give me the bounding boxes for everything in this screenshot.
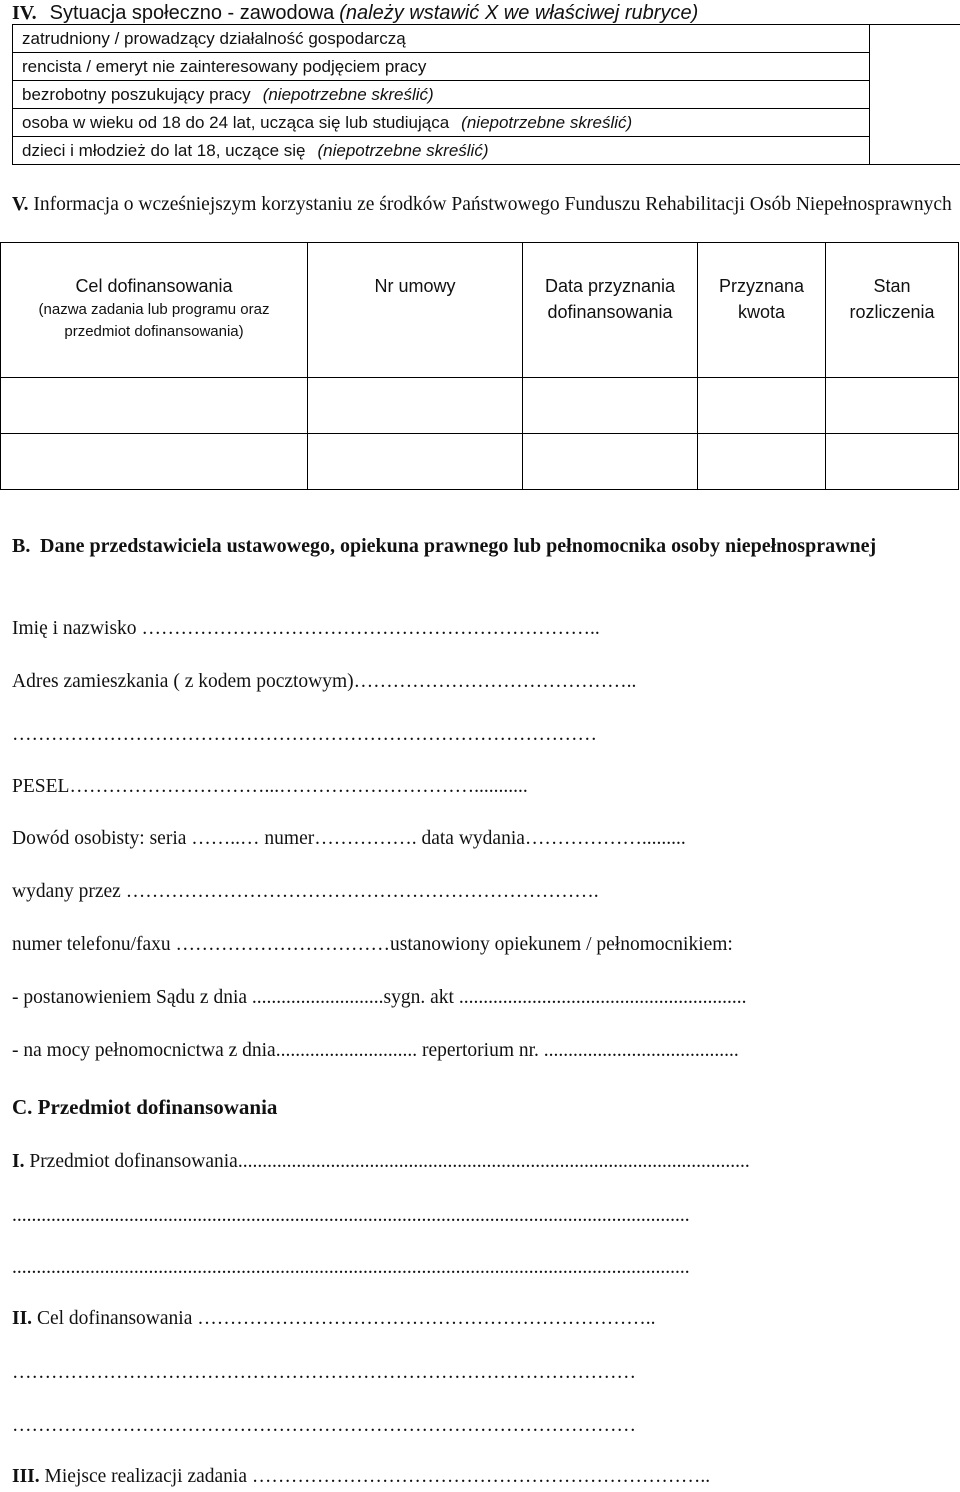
funding-subject-field-line-3[interactable]: ........................................................................................................................................... (12, 1257, 690, 1278)
funding-subject-row (12, 1149, 750, 1175)
section-b-number: B. (12, 535, 31, 557)
table-cell[interactable] (826, 434, 959, 490)
pesel-field[interactable]: …………………………...…………………………........... (69, 776, 528, 797)
funding-purpose-field-line-3[interactable]: …………………………………………………………………………………… (12, 1415, 636, 1436)
name-row (12, 616, 600, 642)
prior-funding-table (0, 242, 959, 490)
table-row (13, 137, 960, 165)
section-iv-title: Sytuacja społeczno - zawodowa (49, 2, 335, 24)
section-c-heading (12, 1093, 277, 1121)
section-v-title: Informacja o wcześniejszym korzystaniu ze środków Państwowego Funduszu Rehabilitacji Osób Niepełnosprawnych (33, 194, 952, 215)
table-row (13, 25, 960, 53)
table-row (1, 378, 959, 434)
funding-purpose-field-line-2[interactable]: …………………………………………………………………………………… (12, 1362, 636, 1383)
section-iv-number: IV. (12, 2, 37, 24)
table-row (13, 53, 960, 81)
task-location-row (12, 1464, 710, 1490)
header-contract-number: Nr umowy (308, 243, 523, 378)
id-numer-label: numer (264, 828, 315, 849)
employment-status-table (12, 24, 960, 165)
pesel-label: PESEL (12, 776, 70, 797)
table-cell[interactable] (523, 434, 698, 490)
status-label: osoba w wieku od 18 do 24 lat, ucząca się lub studiująca (niepotrzebne skreślić) (13, 109, 870, 137)
section-v-heading (12, 191, 956, 218)
table-cell[interactable] (1, 434, 308, 490)
task-location-label: Miejsce realizacji zadania (44, 1466, 247, 1487)
pesel-row (12, 774, 528, 800)
strike-note: (niepotrzebne skreślić) (461, 112, 633, 132)
header-grant-date: Data przyznania dofinansowania (523, 243, 698, 378)
name-label: Imię i nazwisko (12, 618, 137, 639)
strike-note: (niepotrzebne skreślić) (262, 84, 434, 104)
status-label: bezrobotny poszukujący pracy (niepotrzebne skreślić) (13, 81, 870, 109)
item-2-number: II. (12, 1308, 33, 1329)
id-seria-label: Dowód osobisty: seria (12, 828, 187, 849)
section-iv-heading (12, 0, 698, 26)
id-date-field[interactable]: ………………......... (524, 828, 686, 849)
funding-purpose-label: Cel dofinansowania (36, 1308, 193, 1329)
court-decision-line[interactable]: - postanowieniem Sądu z dnia ...........................sygn. akt ........................................................... (12, 987, 747, 1008)
strike-note: (niepotrzebne skreślić) (317, 140, 489, 160)
phone-row (12, 932, 733, 958)
status-label: dzieci i młodzież do lat 18, uczące się (niepotrzebne skreślić) (13, 137, 870, 165)
power-of-attorney-line[interactable]: - na mocy pełnomocnictwa z dnia............................. repertorium nr. ........................................ (12, 1040, 739, 1061)
id-card-row (12, 826, 686, 852)
table-cell[interactable] (826, 378, 959, 434)
address-label: Adres zamieszkania ( z kodem pocztowym) (12, 671, 354, 692)
address-row (12, 669, 636, 695)
section-c-title: Przedmiot dofinansowania (37, 1095, 278, 1119)
funding-purpose-row (12, 1306, 655, 1332)
address-field[interactable]: …………………………………….. (353, 671, 637, 692)
name-field[interactable]: …………………………………………………………….. (141, 618, 600, 639)
section-b-title: Dane przedstawiciela ustawowego, opiekuna prawnego lub pełnomocnika osoby niepełnosprawnej (40, 535, 877, 557)
item-3-number: III. (12, 1466, 40, 1487)
table-row (13, 81, 960, 109)
table-cell[interactable] (308, 434, 523, 490)
phone-field[interactable]: …………………………… (175, 934, 391, 955)
id-numer-field[interactable]: ……………. (314, 828, 417, 849)
guardian-label: ustanowiony opiekunem / pełnomocnikiem: (390, 934, 733, 955)
table-row (1, 434, 959, 490)
status-checkbox-cell[interactable] (870, 25, 960, 165)
section-iv-instruction: (należy wstawić X we właściwej rubryce) (339, 2, 699, 24)
table-cell[interactable] (1, 378, 308, 434)
header-settlement: Stan rozliczenia (826, 243, 959, 378)
table-header-row (1, 243, 959, 378)
header-purpose: Cel dofinansowania (nazwa zadania lub programu oraz przedmiot dofinansowania) (1, 243, 308, 378)
section-v-number: V. (12, 194, 29, 215)
id-date-label: data wydania (421, 828, 525, 849)
section-c-number: C. (12, 1095, 33, 1119)
funding-subject-field[interactable]: ......................................................................................................... (237, 1151, 750, 1172)
funding-purpose-field[interactable]: …………………………………………………………….. (197, 1308, 656, 1329)
status-label: rencista / emeryt nie zainteresowany podjęciem pracy (13, 53, 870, 81)
id-seria-field[interactable]: ……..… (191, 828, 260, 849)
funding-subject-field-line-2[interactable]: ........................................................................................................................................... (12, 1205, 690, 1226)
address-field-line-2[interactable]: ……………………………………………………………………………… (12, 724, 597, 745)
task-location-field[interactable]: …………………………………………………………….. (251, 1466, 711, 1487)
table-cell[interactable] (523, 378, 698, 434)
item-1-number: I. (12, 1151, 25, 1172)
phone-label: numer telefonu/faxu (12, 934, 171, 955)
header-amount: Przyznana kwota (698, 243, 826, 378)
funding-subject-label: Przedmiot dofinansowania (29, 1151, 238, 1172)
table-cell[interactable] (308, 378, 523, 434)
header-purpose-sub: (nazwa zadania lub programu oraz przedmiot dofinansowania) (38, 301, 270, 340)
status-label: zatrudniony / prowadzący działalność gospodarczą (13, 25, 870, 53)
table-row (13, 109, 960, 137)
table-cell[interactable] (698, 378, 826, 434)
issued-by-field[interactable]: ………………………………………………………………. (125, 881, 599, 902)
issued-by-row (12, 879, 599, 905)
table-cell[interactable] (698, 434, 826, 490)
issued-by-label: wydany przez (12, 881, 121, 902)
